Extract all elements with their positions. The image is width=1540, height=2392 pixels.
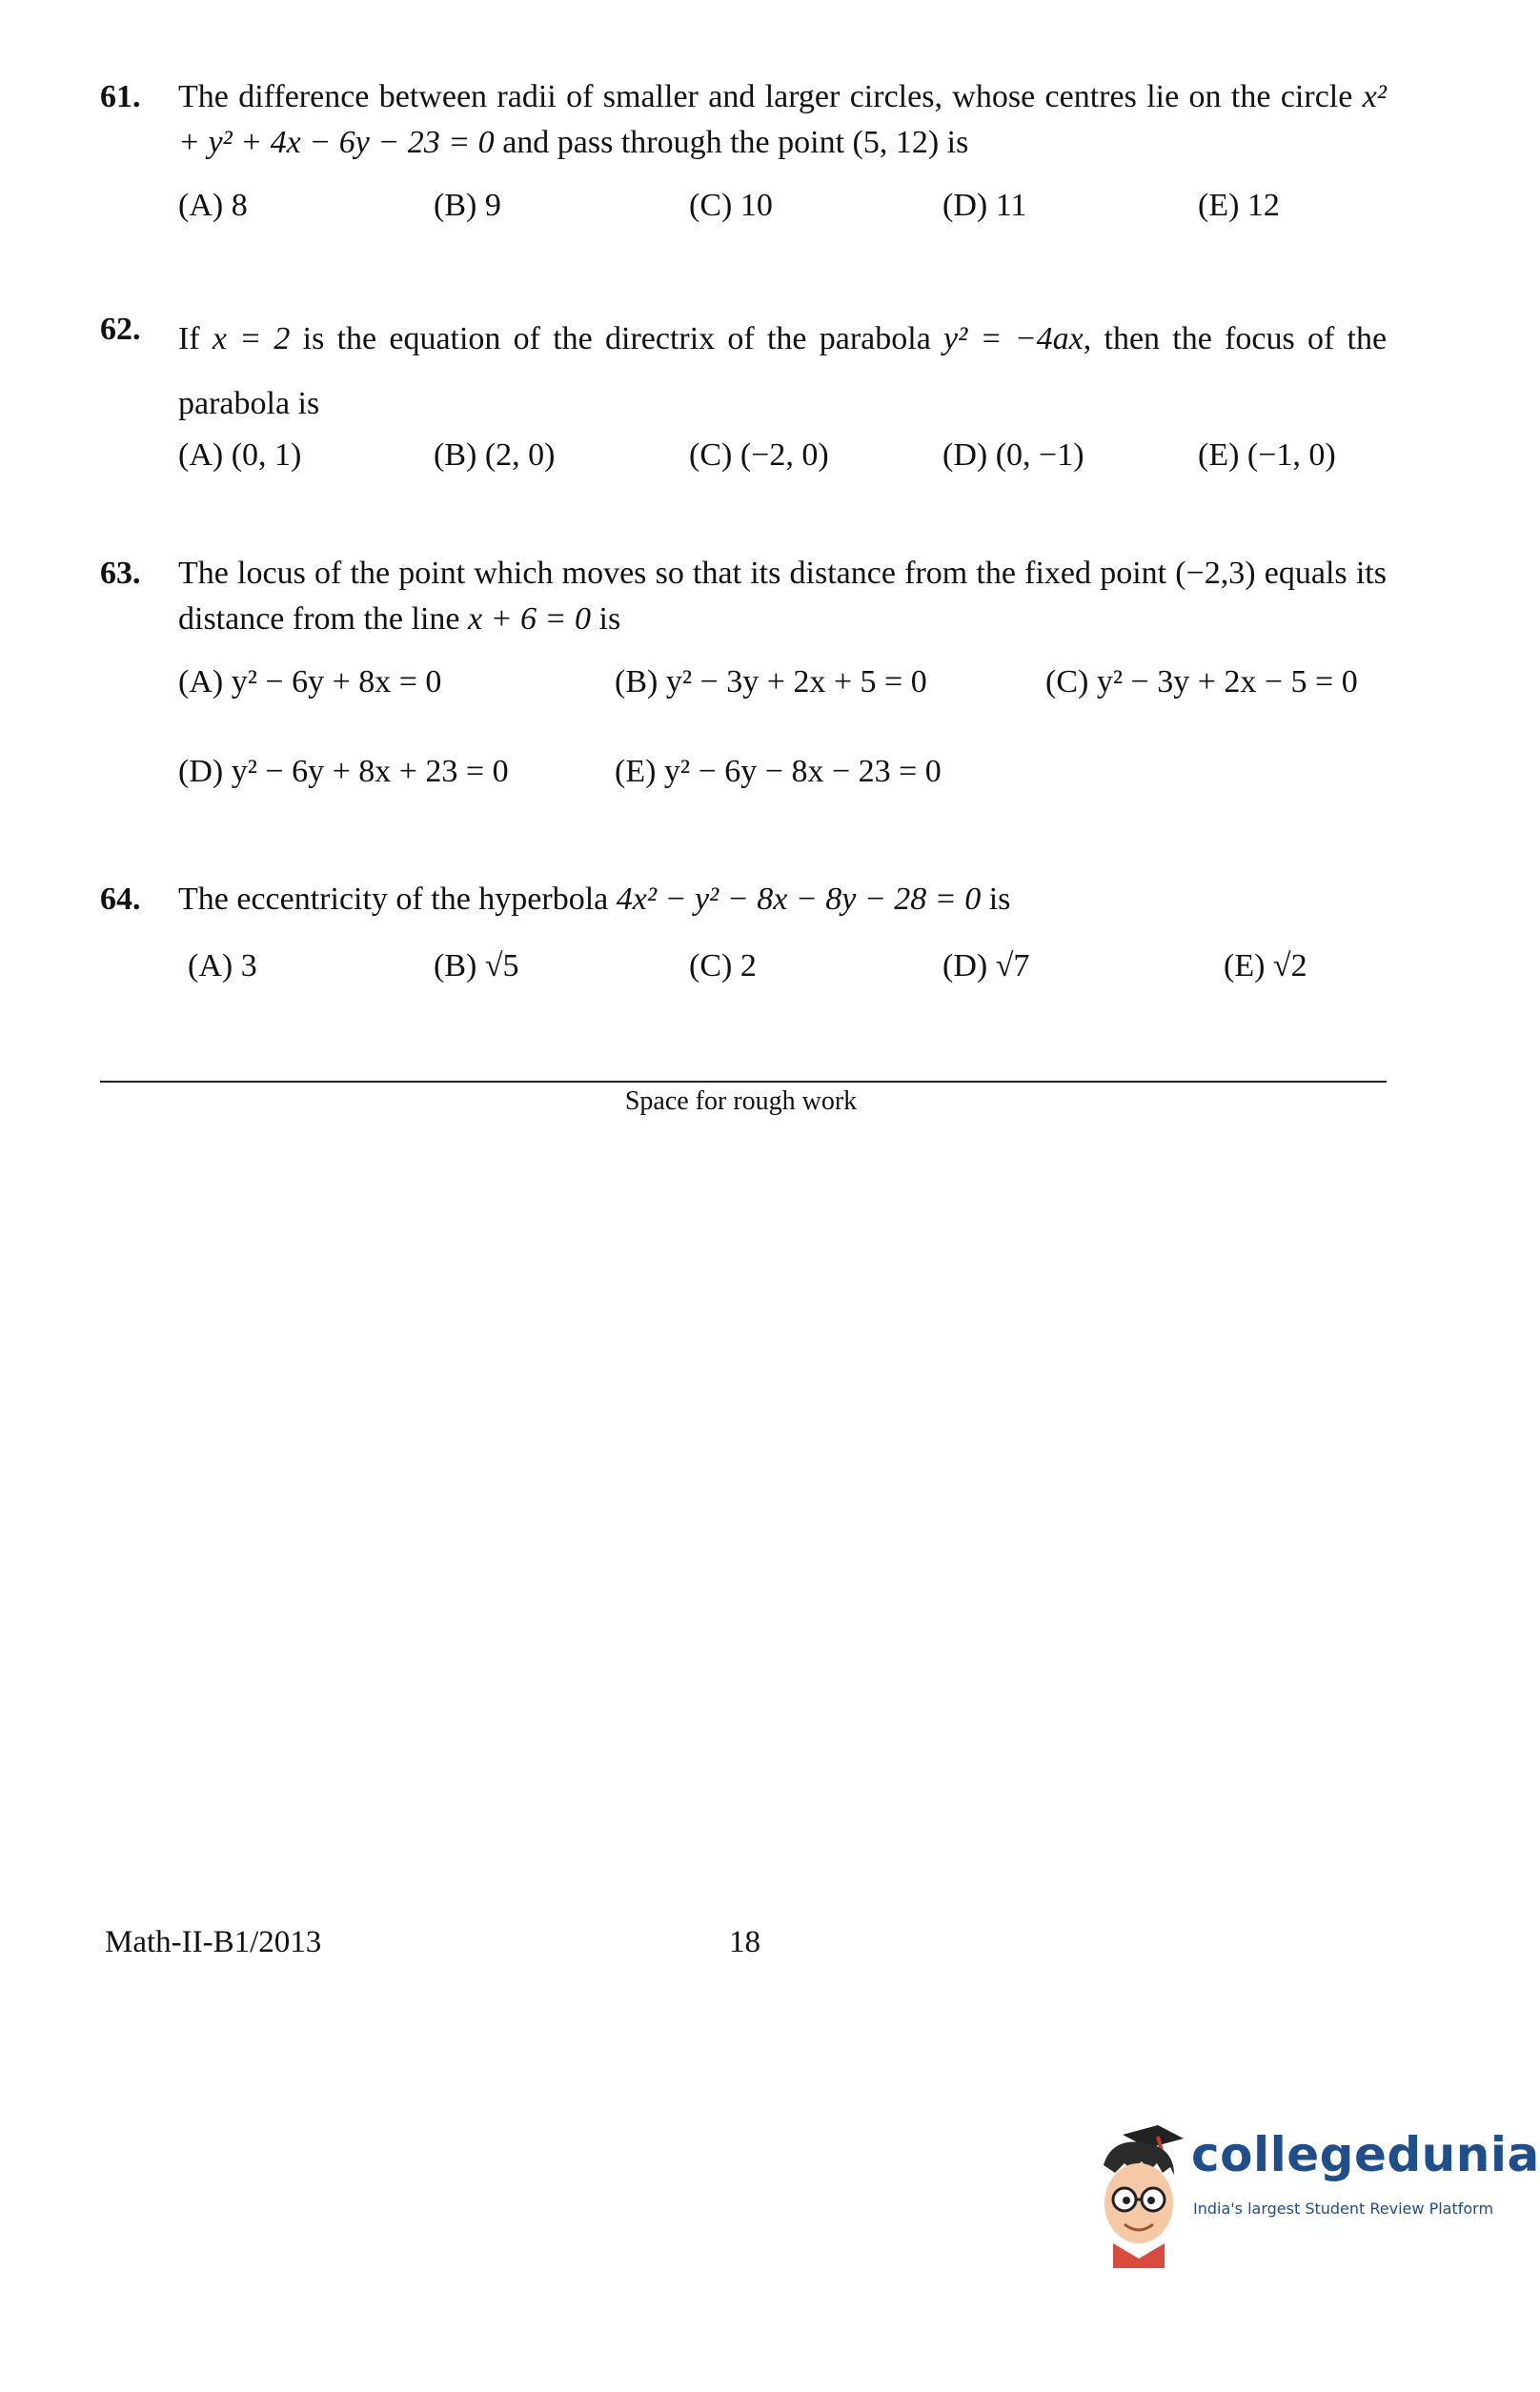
question-number: 64. [100,882,141,917]
question-number: 61. [100,79,141,114]
question-number: 62. [100,312,141,347]
option-e: (E) (−1, 0) [1198,437,1336,473]
logo-tagline: India's largest Student Review Platform [1193,2199,1494,2218]
option-a: (A) y² − 6y + 8x = 0 [178,664,442,699]
logo-wordmark: collegedunia [1191,2127,1540,2182]
question-text: The locus of the point which moves so that its distance from the fixed point (−2,3) equals its distance from the line x + 6 = 0 is [178,556,1387,637]
option-c: (C) y² − 3y + 2x − 5 = 0 [1045,664,1358,699]
option-a: (A) (0, 1) [178,437,302,473]
question-text: The eccentricity of the hyperbola 4x² − y² − 8x − 8y − 28 = 0 is [178,882,1011,917]
question-number: 63. [100,556,141,591]
collegedunia-logo [1077,2125,1540,2268]
option-c: (C) (−2, 0) [689,437,829,473]
option-a: (A) 3 [188,948,257,983]
rough-work-divider [100,1081,1387,1083]
paper-code: Math-II-B1/2013 [105,1925,322,1959]
option-b: (B) √5 [434,948,519,983]
option-e: (E) y² − 6y − 8x − 23 = 0 [615,754,942,789]
option-b: (B) (2, 0) [434,437,556,473]
option-c: (C) 2 [689,948,757,983]
equation: x + 6 = 0 [468,601,591,637]
option-c: (C) 10 [689,188,773,223]
rough-work-label: Space for rough work [624,1086,858,1116]
equation: x = 2 [212,321,291,356]
options [178,183,1387,240]
page-number: 18 [729,1925,760,1959]
options-row-2 [178,749,1387,806]
option-d: (D) √7 [942,948,1030,983]
options-row-1 [178,659,1387,717]
student-mascot-icon [1086,2125,1191,2268]
options [178,433,1387,490]
option-a: (A) 8 [178,188,248,223]
question-63 [100,551,1387,806]
option-b: (B) 9 [434,188,501,223]
option-e: (E) 12 [1198,188,1280,223]
option-e: (E) √2 [1224,948,1307,983]
question-text: The difference between radii of smaller and larger circles, whose centres lie on the circle x² + y² + 4x − 6y − 23 = 0 and pass through the point (5, 12) is [178,79,1387,160]
question-61 [100,74,1387,240]
equation: y² = −4ax [943,321,1084,356]
option-b: (B) y² − 3y + 2x + 5 = 0 [615,664,927,699]
option-d: (D) 11 [942,188,1027,223]
options [178,943,1387,1001]
option-d: (D) (0, −1) [942,437,1084,473]
question-62 [100,307,1387,490]
question-text: If x = 2 is the equation of the directrix of the parabola y² = −4ax, then the focus of the parabola is [178,321,1388,421]
option-d: (D) y² − 6y + 8x + 23 = 0 [178,754,509,789]
equation: x² + y² + 4x − 6y − 23 = 0 [178,79,1387,160]
equation: 4x² − y² − 8x − 8y − 28 = 0 [616,882,982,917]
question-64 [100,877,1387,1001]
